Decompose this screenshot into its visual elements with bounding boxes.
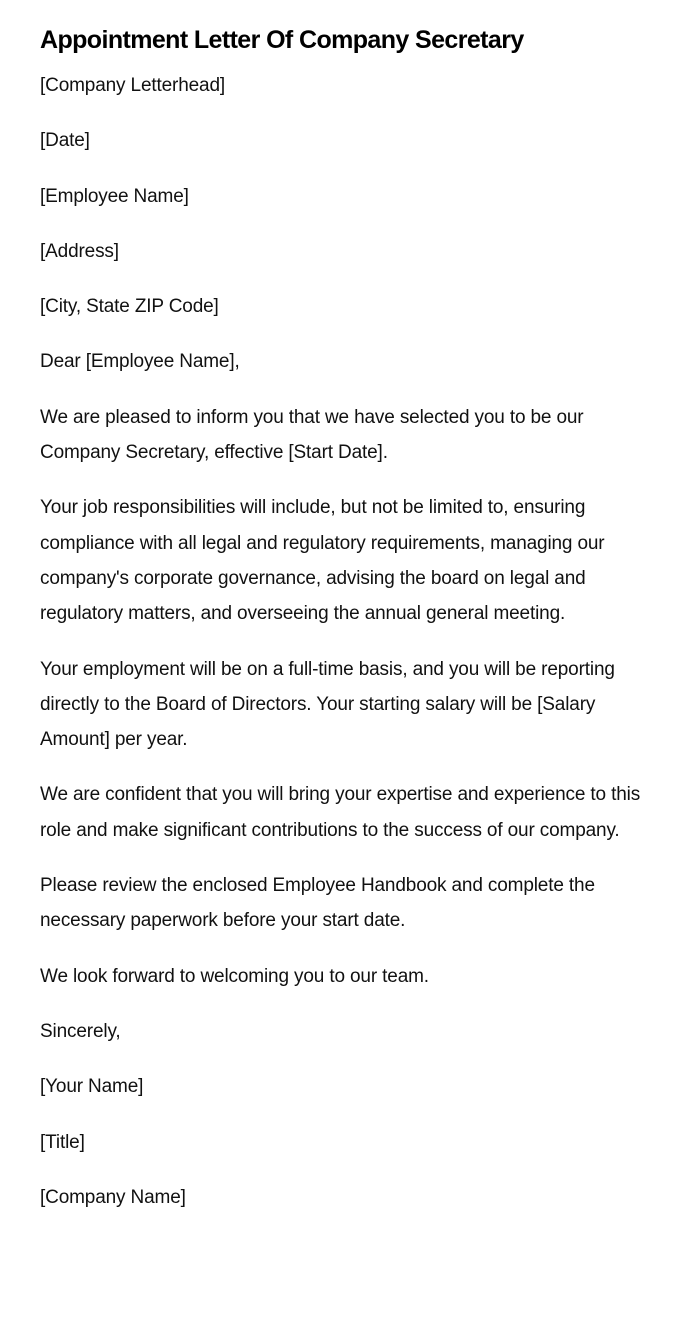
signer-name-placeholder: [Your Name] xyxy=(40,1076,144,1098)
address-placeholder: [Address] xyxy=(40,240,119,262)
company-name-placeholder: [Company Name] xyxy=(40,1186,186,1208)
body-paragraph-welcome: We look forward to welcoming you to our team. xyxy=(40,965,429,987)
body-paragraph-employment-terms: Your employment will be on a full-time basis, and you will be reporting directly to the Board of Directors. Your starting salary will be [Salary Amount] per year. xyxy=(40,658,615,751)
body-paragraph-responsibilities: Your job responsibilities will include, but not be limited to, ensuring compliance with all legal and regulatory requirements, managing our company's corporate governance, advising the board on legal and regulatory matters, and overseeing the annual general meeting. xyxy=(40,497,605,625)
employee-name-placeholder: [Employee Name] xyxy=(40,185,189,207)
letterhead-placeholder: [Company Letterhead] xyxy=(40,75,226,96)
salutation: Dear [Employee Name], xyxy=(40,351,240,373)
date-placeholder: [Date] xyxy=(40,130,90,152)
closing: Sincerely, xyxy=(40,1020,121,1042)
document-title: Appointment Letter Of Company Secretary xyxy=(40,26,524,54)
signer-title-placeholder: [Title] xyxy=(40,1131,85,1153)
body-paragraph-appointment: We are pleased to inform you that we have selected you to be our Company Secretary, effective [Start Date]. xyxy=(40,406,584,464)
city-state-zip-placeholder: [City, State ZIP Code] xyxy=(40,296,219,318)
body-paragraph-handbook: Please review the enclosed Employee Handbook and complete the necessary paperwork before your start date. xyxy=(40,875,595,932)
body-paragraph-confidence: We are confident that you will bring your expertise and experience to this role and make significant contributions to the success of our company. xyxy=(40,784,641,841)
